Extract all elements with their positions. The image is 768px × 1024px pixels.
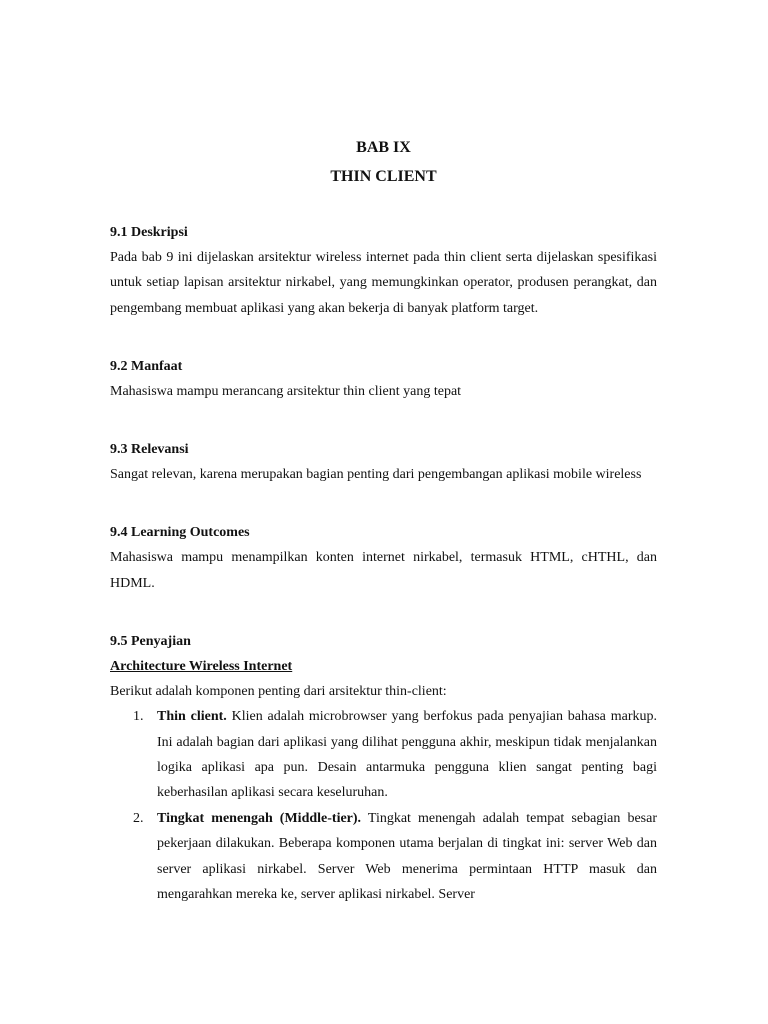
- list-item-text: Tingkat menengah adalah tempat sebagian besar pekerjaan dilakukan. Beberapa komponen utama berjalan di tingkat ini: server Web dan server aplikasi nirkabel. Server Web menerima permintaan HTTP masuk dan mengarahkan mereka ke, server aplikasi nirkabel. Server: [157, 811, 657, 902]
- chapter-title: THIN CLIENT: [330, 168, 437, 185]
- list-item-number: 2.: [133, 811, 144, 827]
- subsection-heading: Architecture Wireless Internet: [110, 659, 293, 675]
- list-item: [110, 704, 657, 805]
- list-item-term: Tingkat menengah (Middle-tier).: [157, 811, 362, 827]
- section-deskripsi: [110, 220, 657, 321]
- list-item-term: Thin client.: [157, 709, 227, 725]
- section-learning-outcomes: [110, 520, 657, 596]
- section-relevansi: [110, 437, 657, 487]
- section-heading: 9.3 Relevansi: [110, 442, 189, 458]
- list-item-text: Klien adalah microbrowser yang berfokus pada penyajian bahasa markup. Ini adalah bagian dari aplikasi yang dilihat pengguna akhir, meskipun tidak menjalankan logika aplikasi apa pun. Desain antarmuka pengguna klien sangat penting bagi keberhasilan aplikasi secara keseluruhan.: [157, 709, 657, 801]
- section-heading: 9.1 Deskripsi: [110, 225, 188, 240]
- chapter-label: BAB IX: [356, 139, 411, 156]
- component-list: [110, 704, 657, 907]
- section-heading: 9.4 Learning Outcomes: [110, 525, 250, 541]
- section-heading: 9.5 Penyajian: [110, 634, 191, 650]
- section-body: Pada bab 9 ini dijelaskan arsitektur wireless internet pada thin client serta dijelaskan spesifikasi untuk setiap lapisan arsitektur nirkabel, yang memungkinkan operator, produsen perangkat, dan pengembang membuat aplikasi yang akan bekerja di banyak platform target.: [110, 250, 657, 316]
- list-item-number: 1.: [133, 709, 144, 725]
- section-manfaat: [110, 354, 657, 404]
- page-content: [110, 136, 657, 908]
- section-body: Mahasiswa mampu merancang arsitektur thin client yang tepat: [110, 383, 462, 399]
- section-body: Sangat relevan, karena merupakan bagian penting dari pengembangan aplikasi mobile wireless: [110, 467, 642, 483]
- list-intro: Berikut adalah komponen penting dari arsitektur thin-client:: [110, 684, 447, 700]
- section-penyajian: [110, 629, 657, 907]
- list-item: [110, 806, 657, 907]
- section-heading: 9.2 Manfaat: [110, 358, 183, 374]
- section-body: Mahasiswa mampu menampilkan konten internet nirkabel, termasuk HTML, cHTHL, dan HDML.: [110, 550, 657, 591]
